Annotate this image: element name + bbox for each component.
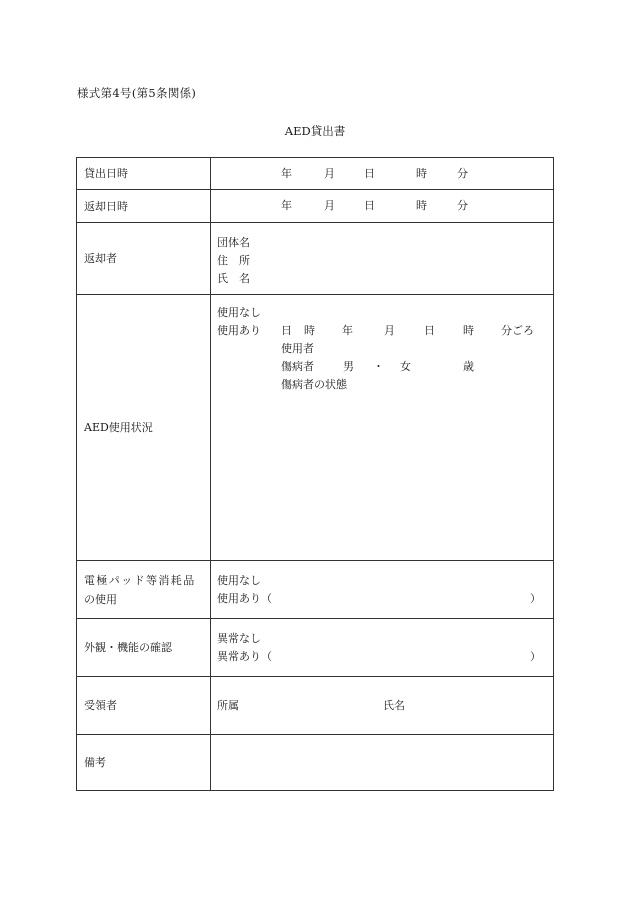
patient-label: 傷病者 <box>281 360 314 373</box>
pads-close-paren: ） <box>530 592 541 605</box>
pads-label-line1: 電極パッド等消耗品 <box>84 573 196 587</box>
returner-field[interactable] <box>211 223 554 295</box>
form-number: 様式第4号(第5条関係) <box>77 86 197 100</box>
usage-month-unit: 月 <box>384 324 395 337</box>
usage-year-unit: 年 <box>342 324 353 337</box>
usage-time-label: 時 <box>304 324 315 337</box>
pads-usage-field[interactable] <box>211 561 554 619</box>
address-label: 住 所 <box>217 254 250 267</box>
day-unit: 日 <box>364 199 375 212</box>
lending-datetime-label: 貸出日時 <box>77 158 211 190</box>
remarks-row <box>77 735 554 791</box>
usage-hour-unit: 時 <box>463 324 474 337</box>
return-datetime-row <box>77 190 554 223</box>
day-unit: 日 <box>364 167 375 180</box>
abnormal-option[interactable]: 異常あり（ <box>217 650 272 663</box>
aed-lending-form <box>76 157 554 791</box>
returner-row <box>77 223 554 295</box>
pads-yes-option[interactable]: 使用あり（ <box>217 592 272 605</box>
user-label: 使用者 <box>281 342 314 355</box>
age-unit: 歳 <box>463 360 474 373</box>
minute-unit: 分 <box>457 167 468 180</box>
receiver-row <box>77 677 554 735</box>
receiver-label: 受領者 <box>77 677 211 735</box>
return-datetime-field[interactable] <box>211 190 554 223</box>
receiver-field[interactable] <box>211 677 554 735</box>
separator-dot: ・ <box>373 360 384 373</box>
receiver-name-label: 氏名 <box>383 699 405 712</box>
name-label: 氏 名 <box>217 272 250 285</box>
pads-usage-row <box>77 561 554 619</box>
usage-minute-unit: 分ごろ <box>501 324 534 337</box>
patient-condition-label: 傷病者の状態 <box>281 378 347 391</box>
usage-day-label: 日 <box>281 324 292 337</box>
lending-datetime-row <box>77 158 554 190</box>
year-unit: 年 <box>281 167 292 180</box>
minute-unit: 分 <box>457 199 468 212</box>
inspection-field[interactable] <box>211 619 554 677</box>
remarks-label: 備考 <box>77 735 211 791</box>
affiliation-label: 所属 <box>217 699 239 712</box>
usage-none-option[interactable]: 使用なし <box>217 306 261 319</box>
org-name-label: 団体名 <box>217 236 250 249</box>
usage-day-unit: 日 <box>424 324 435 337</box>
normal-option[interactable]: 異常なし <box>217 632 261 645</box>
aed-usage-row <box>77 295 554 561</box>
male-option[interactable]: 男 <box>343 360 354 373</box>
aed-usage-field[interactable] <box>211 295 554 561</box>
document-title: AED貸出書 <box>284 124 346 138</box>
month-unit: 月 <box>324 199 335 212</box>
month-unit: 月 <box>324 167 335 180</box>
usage-yes-option[interactable]: 使用あり <box>217 324 261 337</box>
remarks-field[interactable] <box>211 735 554 791</box>
return-datetime-label: 返却日時 <box>77 190 211 223</box>
female-option[interactable]: 女 <box>400 360 411 373</box>
inspection-row <box>77 619 554 677</box>
inspection-label: 外観・機能の確認 <box>77 619 211 677</box>
aed-usage-label: AED使用状況 <box>77 295 211 561</box>
pads-label-line2: の使用 <box>84 592 117 606</box>
returner-label: 返却者 <box>77 223 211 295</box>
lending-datetime-field[interactable] <box>211 158 554 190</box>
pads-none-option[interactable]: 使用なし <box>217 574 261 587</box>
pads-usage-label <box>77 561 211 619</box>
hour-unit: 時 <box>416 167 427 180</box>
inspection-close-paren: ） <box>530 650 541 663</box>
year-unit: 年 <box>281 199 292 212</box>
hour-unit: 時 <box>416 199 427 212</box>
